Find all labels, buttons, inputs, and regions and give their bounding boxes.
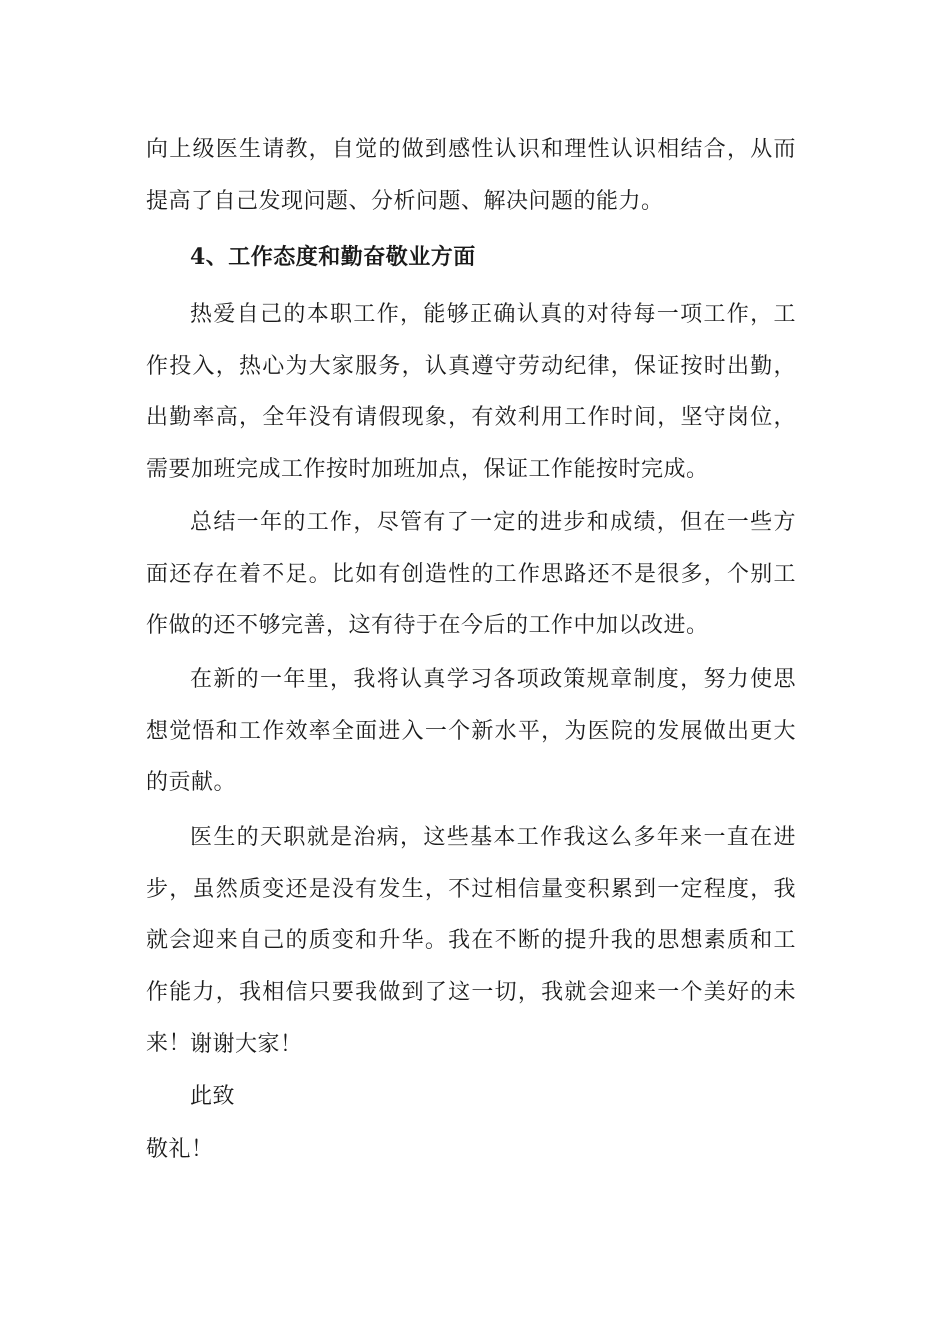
closing-salutation: 此致 [190,1084,236,1109]
paragraph-new-year: 在新的一年里，我将认真学习各项政策规章制度，努力使思想觉悟和工作效率全面进入一个新水平，为医院的发展做出更大的贡献。 [146,667,796,795]
paragraph-doctor-duty: 医生的天职就是治病，这些基本工作我这么多年来一直在进步，虽然质变还是没有发生，不过相信量变积累到一定程度，我就会迎来自己的质变和升华。我在不断的提升我的思想素质和工作能力，我相信只要我做到了这一切，我就会迎来一个美好的未来！ [146,825,796,1056]
closing-regards: 敬礼！ [146,1137,214,1162]
paragraph-continuation: 向上级医生请教，自觉的做到感性认识和理性认识相结合，从而提高了自己发现问题、分析问题、解决问题的能力。 [146,137,796,214]
paragraph-summary: 总结一年的工作，尽管有了一定的进步和成绩，但在一些方面还存在着不足。比如有创造性的工作思路还不是很多，个别工作做的还不够完善，这有待于在今后的工作中加以改进。 [146,510,796,638]
section-heading: 4、工作态度和勤奋敬业方面 [190,244,476,270]
paragraph-thanks: 谢谢大家！ [190,1032,303,1057]
paragraph-work-attitude: 热爱自己的本职工作，能够正确认真的对待每一项工作，工作投入，热心为大家服务，认真遵守劳动纪律，保证按时出勤，出勤率高，全年没有请假现象，有效利用工作时间，坚守岗位，需要加班完成工作按时加班加点，保证工作能按时完成。 [146,302,796,482]
